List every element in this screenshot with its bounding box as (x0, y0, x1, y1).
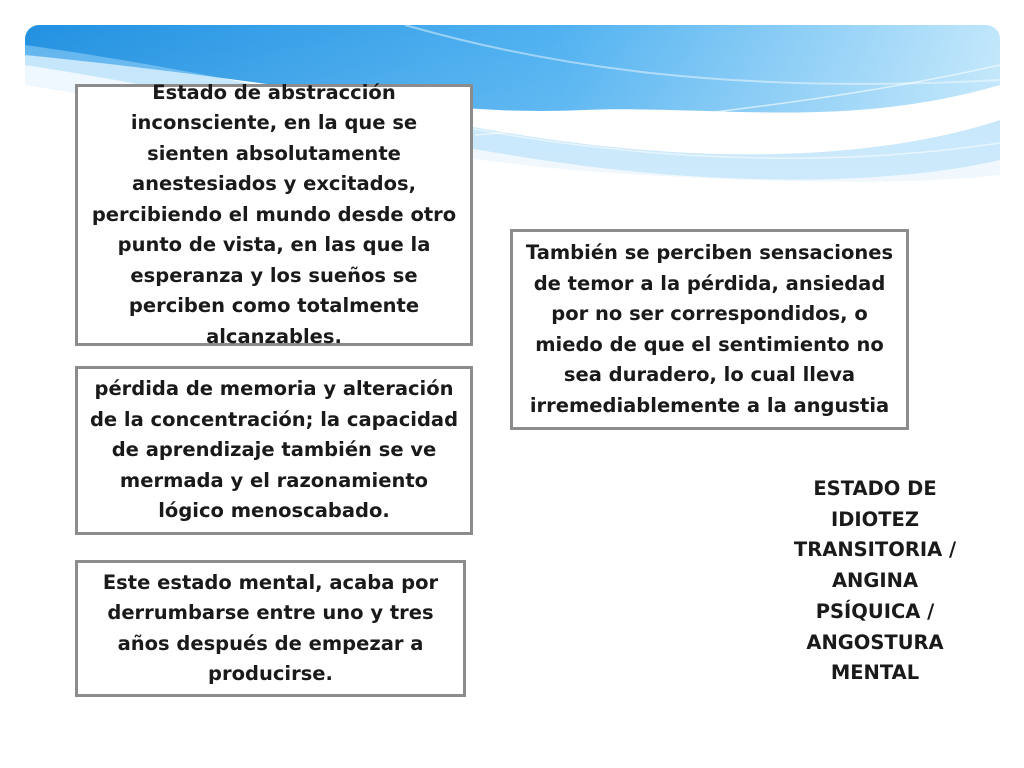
collapse-description-box (75, 560, 466, 697)
collapse-description-text: Este estado mental, acaba por derrumbarse entre uno y tres años después de empezar a producirse. (102, 570, 439, 685)
abstraction-description-box (75, 80, 473, 348)
title-line: ANGINA (831, 569, 919, 593)
memory-description-text: pérdida de memoria y alteración de la concentración; la capacidad de aprendizaje también se ve mermada y el razonamiento lógico menoscabado. (89, 377, 459, 523)
memory-description-box (75, 366, 473, 535)
fear-description-box (510, 229, 909, 430)
title-line: MENTAL (830, 661, 920, 685)
title-line: PSÍQUICA / (815, 599, 935, 623)
title-line: TRANSITORIA / (793, 538, 957, 562)
title-line: ESTADO DE (813, 477, 937, 500)
fear-description-text: También se perciben sensaciones de temor a la pérdida, ansiedad por no ser correspondidos, o miedo de que el sentimiento no sea duradero, lo cual lleva irremediablemente a la angustia (525, 241, 894, 417)
slide-title (778, 474, 972, 689)
title-line: ANGOSTURA (806, 630, 944, 654)
abstraction-description-text: Estado de abstracción inconsciente, en la que se sienten absolutamente anestesiados y excitados, percibiendo el mundo desde otro punto de vista, en las que la esperanza y los sueños se perciben como totalmente alcanzables. (91, 80, 457, 348)
title-line: IDIOTEZ (830, 507, 920, 531)
